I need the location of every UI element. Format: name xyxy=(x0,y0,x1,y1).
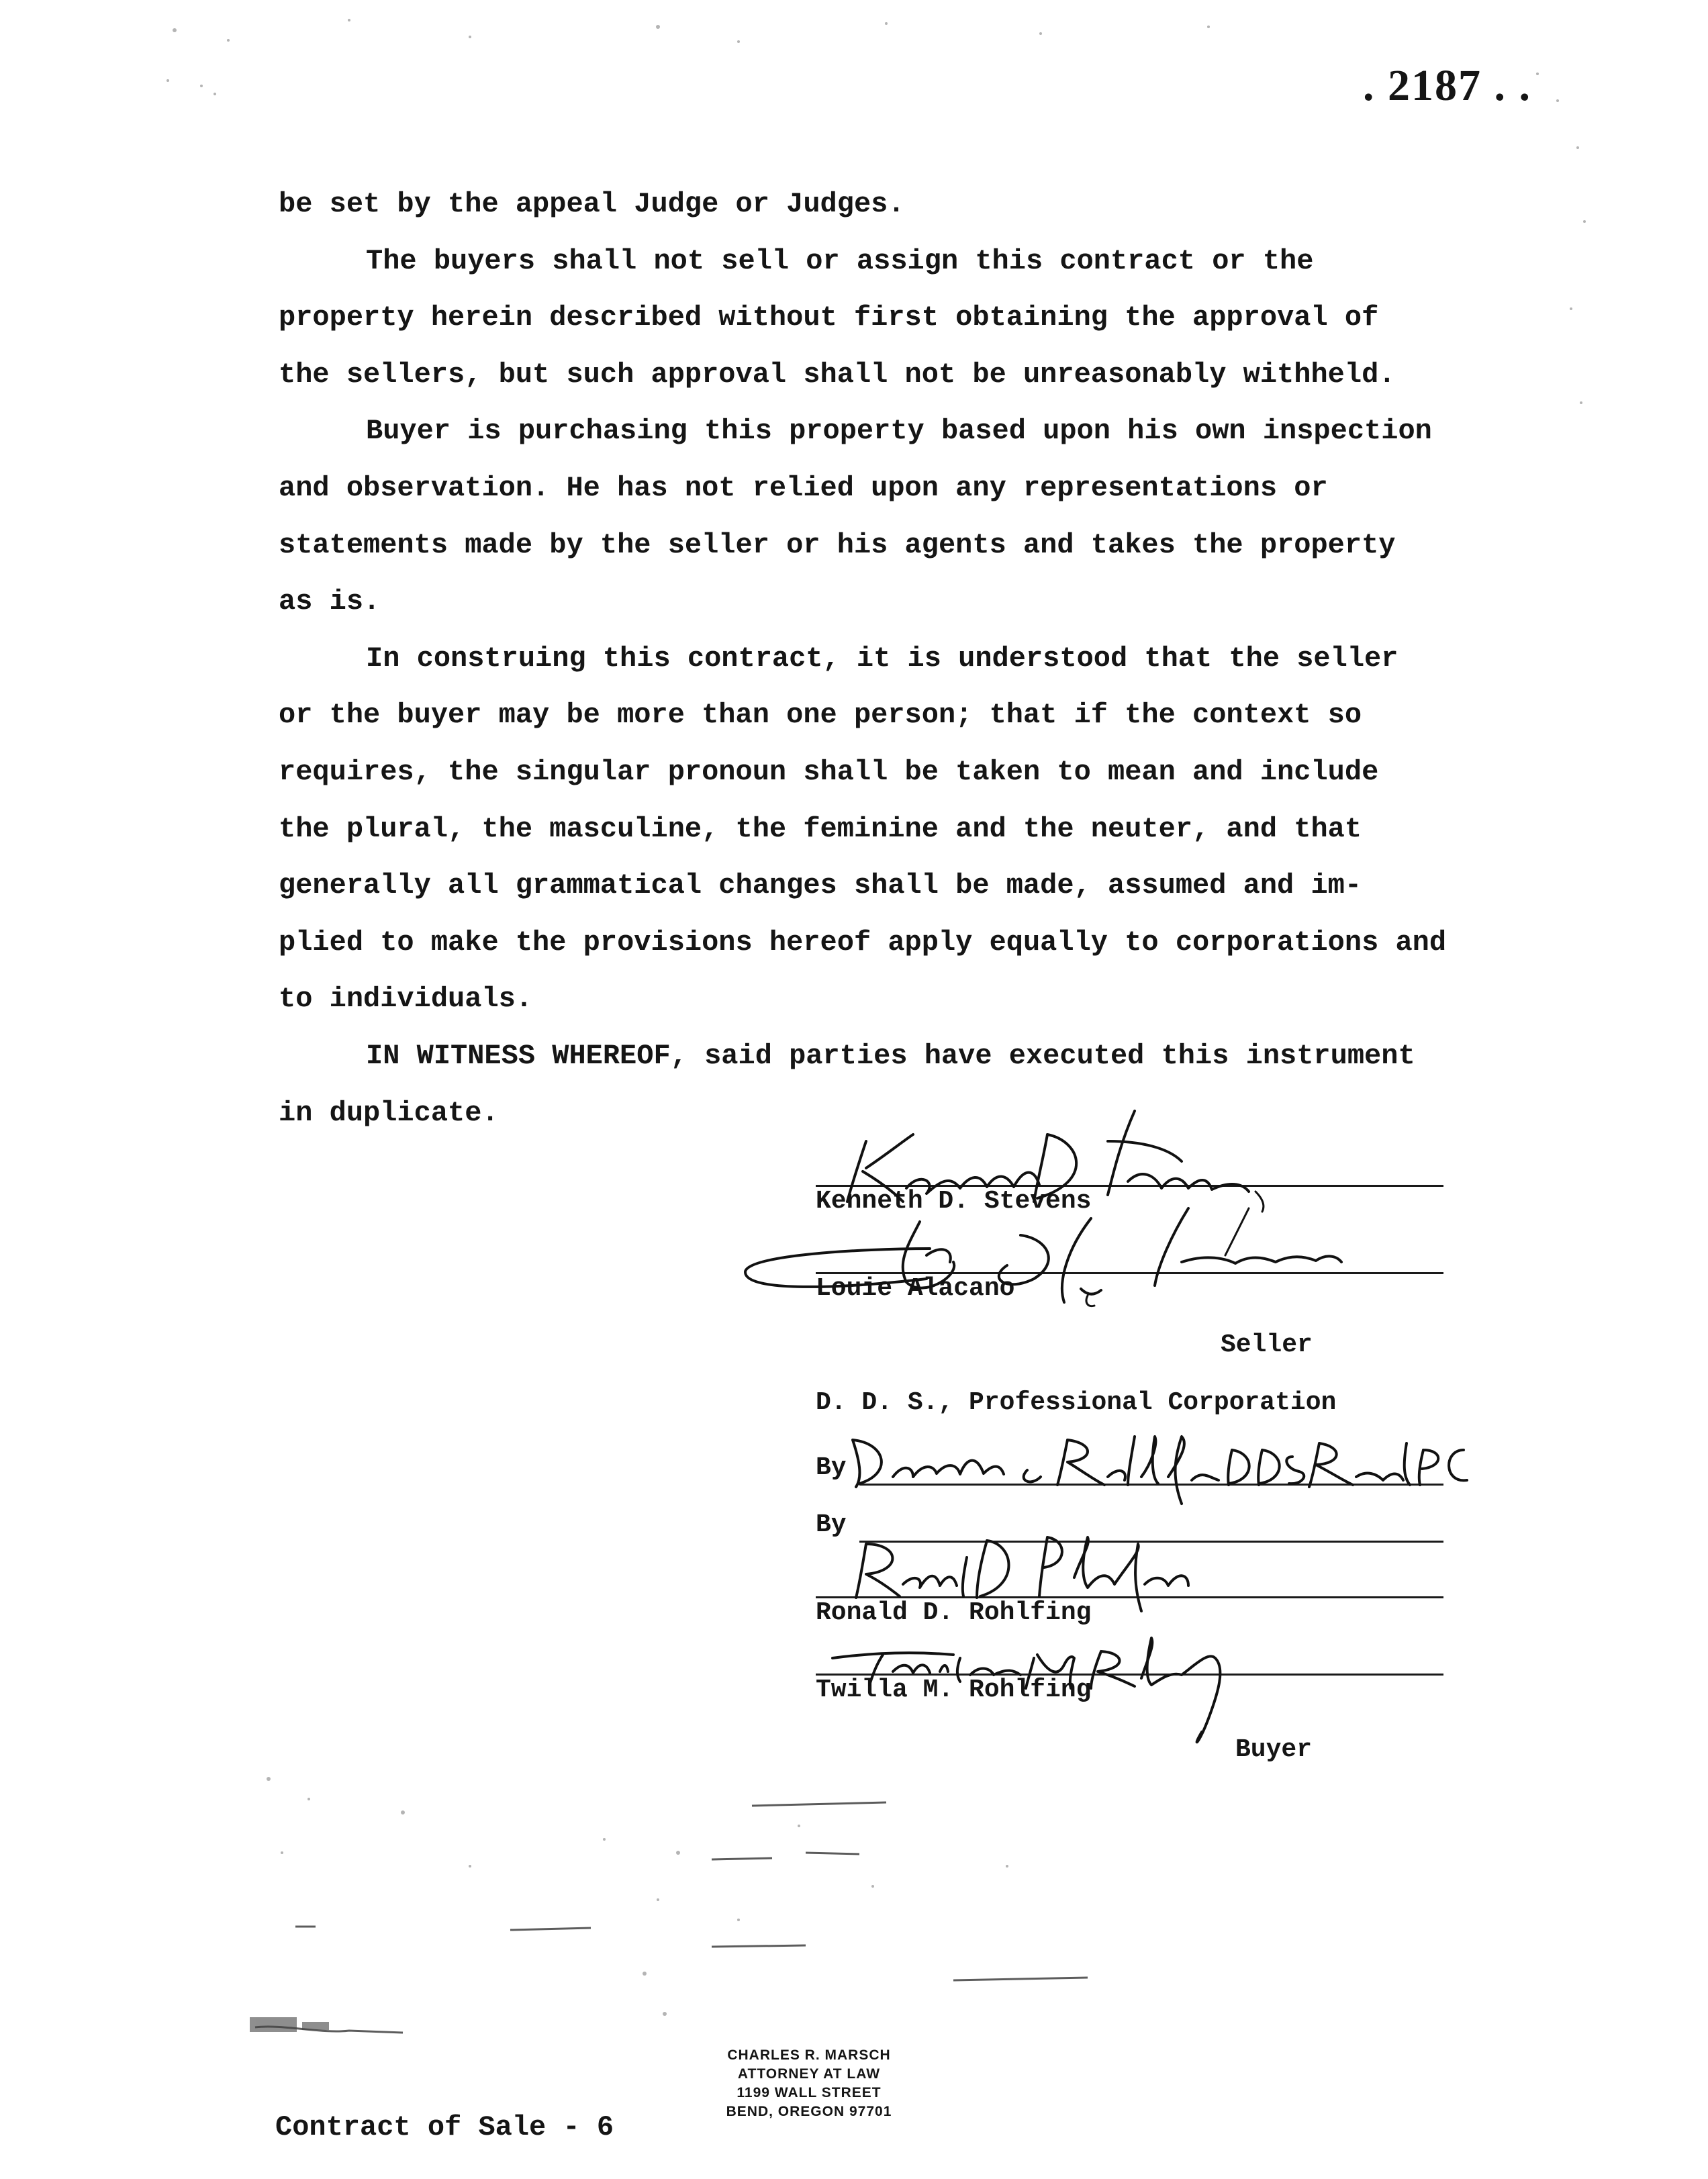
text-line: generally all grammatical changes shall be made, assumed and im- xyxy=(279,869,1362,902)
seller-role-label: Seller xyxy=(1221,1330,1313,1359)
buyer-2-name: Twilla M. Rohlfing xyxy=(816,1676,1092,1704)
stamp-line: 1199 WALL STREET xyxy=(737,2085,882,2100)
text-line: property herein described without first obtaining the approval of xyxy=(279,301,1379,334)
buyer-role-label: Buyer xyxy=(1235,1735,1313,1764)
text-line: statements made by the seller or his agents and takes the property xyxy=(279,528,1396,561)
page-number: . 2187 . . xyxy=(1363,61,1531,110)
text-line: In construing this contract, it is understood that the seller xyxy=(366,642,1398,675)
buyer-1-name: Ronald D. Rohlfing xyxy=(816,1598,1092,1627)
text-line: and observation. He has not relied upon any representations or xyxy=(279,471,1328,504)
text-line: in duplicate. xyxy=(279,1096,499,1129)
document-footer-title: Contract of Sale - 6 xyxy=(275,2111,614,2143)
text-line: to individuals. xyxy=(279,983,533,1016)
stamp-line: BEND, OREGON 97701 xyxy=(726,2104,892,2119)
text-line: Buyer is purchasing this property based upon his own inspection xyxy=(366,415,1432,448)
stamp-line: CHARLES R. MARSCH xyxy=(727,2047,891,2063)
text-line: The buyers shall not sell or assign this contract or the xyxy=(366,244,1314,277)
text-line: be set by the appeal Judge or Judges. xyxy=(279,188,905,220)
text-line: as is. xyxy=(279,585,381,618)
attorney-stamp xyxy=(688,2046,930,2121)
by-label: By xyxy=(816,1510,847,1539)
text-line: the plural, the masculine, the feminine and the neuter, and that xyxy=(279,812,1362,845)
corporation-name: D. D. S., Professional Corporation xyxy=(816,1388,1337,1417)
by-label: By xyxy=(816,1453,847,1482)
seller-1-name: Kenneth D. Stevens xyxy=(816,1187,1092,1216)
stamp-line: ATTORNEY AT LAW xyxy=(737,2066,881,2082)
text-line: or the buyer may be more than one person; that if the context so xyxy=(279,699,1362,732)
text-line: the sellers, but such approval shall not be unreasonably withheld. xyxy=(279,358,1396,391)
text-line: requires, the singular pronoun shall be taken to mean and include xyxy=(279,755,1379,788)
text-line: plied to make the provisions hereof apply equally to corporations and xyxy=(279,926,1447,959)
seller-2-name: Louie Alacano xyxy=(816,1274,1015,1303)
text-line: IN WITNESS WHEREOF, said parties have executed this instrument xyxy=(366,1039,1415,1072)
